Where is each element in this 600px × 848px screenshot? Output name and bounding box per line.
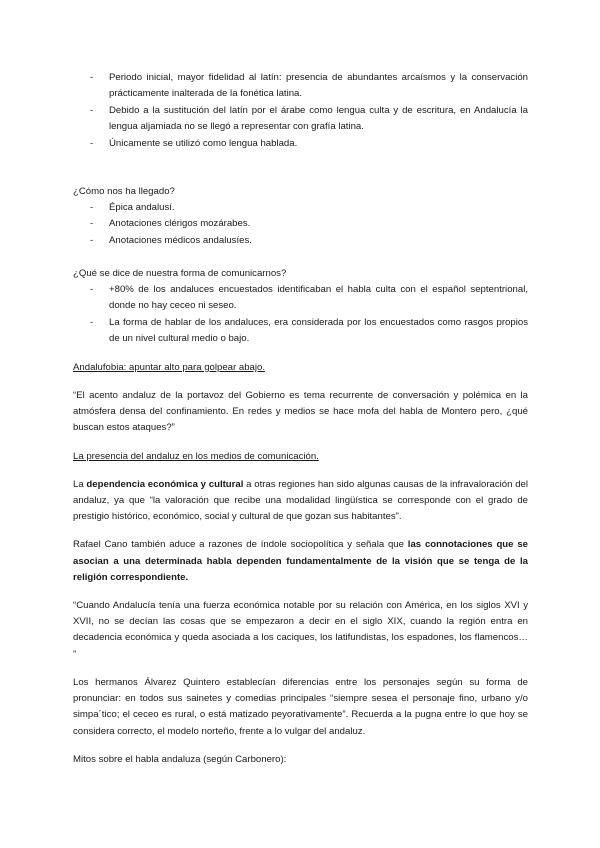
paragraph-dependence: La dependencia económica y cultural a otras regiones han sido algunas causas de la infravaloración del andaluz, ya que “la valoración que recibe una modalidad lingüística se corresponde con el grado de prestigio histórico, económico, social y cultural de que gozan sus habitantes”. bbox=[73, 478, 528, 523]
list-item: - Periodo inicial, mayor fidelidad al latín: presencia de abundantes arcaísmos y la conservación prácticamente inalterada de la fonética latina. bbox=[73, 70, 528, 102]
document-body bbox=[73, 70, 528, 768]
paragraph-rafael-cano: Rafael Cano también aduce a razones de índole sociopolítica y señala que las connotaciones que se asocian a una determinada habla dependen fundamentalmente de la visión que se tenga de la religión correspondiente. bbox=[73, 539, 528, 583]
quote-paragraph: “Cuando Andalucía tenía una fuerza económica notable por su relación con América, en los siglos XVI y XVII, no se decían las cosas que se empezaron a decir en el siglo XIX, cuando la región entra en decadencia económica y queda asociada a los caciques, los latifundistas, los espadones, los flamencos… ” bbox=[73, 600, 528, 660]
section-heading-andalufobia: Andalufobia: apuntar alto para golpear abajo. bbox=[73, 361, 266, 373]
paragraph-alvarez-quintero: Los hermanos Álvarez Quintero establecían diferencias entre los personajes según su forma de pronunciar: en todos sus sainetes y comedias principales “siempre sesea el personaje fino, urbano y/o simpa´tico; el ceceo es rural, o está matizado peyorativamente”. Recuerda a la pugna entre lo que hoy se considera correcto, el modelo norteño, frente a lo vulgar del andaluz. bbox=[73, 676, 528, 737]
question-what-said: ¿Qué se dice de nuestra forma de comunicarnos? bbox=[73, 267, 287, 279]
paragraph-myths-heading: Mitos sobre el habla andaluza (según Carbonero): bbox=[73, 753, 287, 765]
bold-phrase: las connotaciones que se asocian a una determinada habla dependen fundamentalmente de la visión que se tenga de la religión correspondiente. bbox=[73, 539, 528, 583]
list-item: - Debido a la sustitución del latín por el árabe como lengua culta y de escritura, en Andalucía la lengua aljamiada no se llegó a representar con grafía latina. bbox=[73, 103, 528, 135]
origin-list bbox=[73, 70, 528, 152]
quote-paragraph: “El acento andaluz de la portavoz del Gobierno es tema recurrente de conversación y polémica en la atmósfera densa del confinamiento. En redes y medios se hace mofa del habla de Montero pero, ¿qué buscan estos ataques?” bbox=[73, 390, 528, 434]
list-item: - Épica andalusí. bbox=[73, 200, 528, 216]
list-item: - Anotaciones clérigos mozárabes. bbox=[73, 216, 528, 232]
sources-list bbox=[73, 200, 528, 250]
list-item: - La forma de hablar de los andaluces, era considerada por los encuestados como rasgos propios de un nivel cultural medio o bajo. bbox=[73, 315, 528, 347]
question-how-arrived: ¿Cómo nos ha llegado? bbox=[73, 185, 175, 197]
list-item: - +80% de los andaluces encuestados identificaban el habla culta con el español septentrional, donde no hay ceceo ni seseo. bbox=[73, 282, 528, 314]
list-item: - Anotaciones médicos andalusíes. bbox=[73, 233, 528, 249]
survey-list bbox=[73, 282, 528, 347]
list-item: - Únicamente se utilizó como lengua hablada. bbox=[73, 136, 528, 152]
section-heading-media: La presencia del andaluz en los medios de comunicación. bbox=[73, 450, 319, 462]
bold-phrase: dependencia económica y cultural bbox=[86, 478, 244, 490]
